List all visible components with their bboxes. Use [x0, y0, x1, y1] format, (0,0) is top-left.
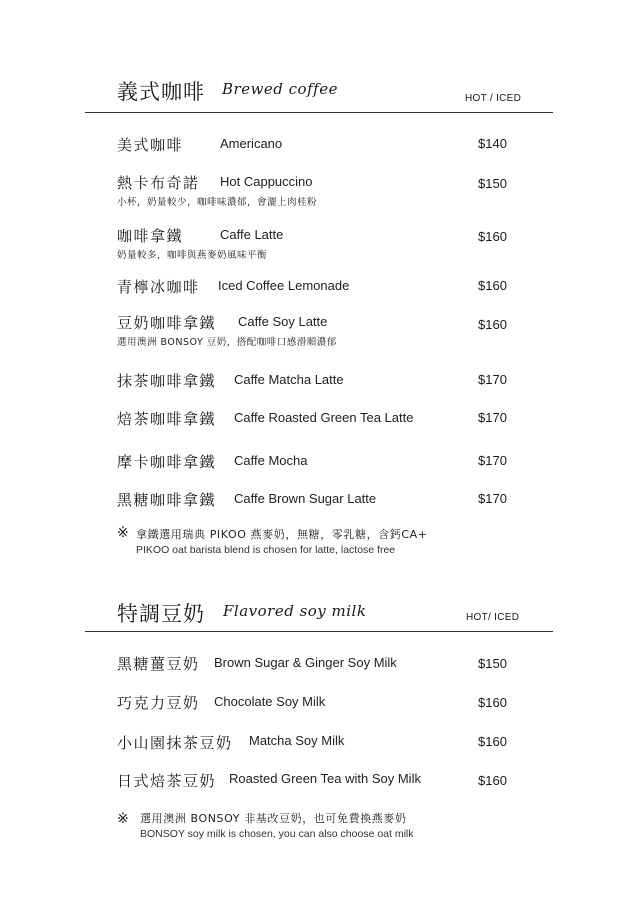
- section-title-coffee-en: Brewed coffee: [222, 80, 338, 98]
- section-divider-soy: [85, 631, 553, 632]
- item-price: $140: [478, 136, 507, 151]
- item-name-zh: 巧克力豆奶: [117, 694, 200, 712]
- item-name-en: Hot Cappuccino: [220, 174, 313, 189]
- item-price: $160: [478, 229, 507, 244]
- item-name-en: Americano: [220, 136, 283, 151]
- item-price: $160: [478, 695, 507, 710]
- item-price: $170: [478, 491, 507, 506]
- note-text-zh: 拿鐵選用瑞典 PIKOO 燕麥奶，無糖，零乳糖，含鈣CA+: [136, 528, 428, 541]
- item-price: $160: [478, 317, 507, 332]
- item-name-en: Brown Sugar & Ginger Soy Milk: [214, 655, 397, 670]
- note-reference-mark: ※: [117, 811, 129, 827]
- item-name-en: Caffe Latte: [220, 227, 284, 242]
- note-text-zh: 選用澳洲 BONSOY 非基改豆奶，也可免費換燕麥奶: [140, 812, 407, 825]
- note-text-en: PIKOO oat barista blend is chosen for latte, lactose free: [136, 544, 396, 556]
- item-price: $160: [478, 773, 507, 788]
- note-text-en: BONSOY soy milk is chosen, you can also choose oat milk: [140, 828, 414, 840]
- item-name-en: Chocolate Soy Milk: [214, 694, 326, 709]
- hot-iced-header-coffee: HOT / ICED: [465, 93, 522, 104]
- item-name-zh: 美式咖啡: [117, 136, 184, 154]
- item-price: $160: [478, 278, 507, 293]
- section-title-soy-zh: 特調豆奶: [117, 602, 205, 626]
- item-name-en: Caffe Matcha Latte: [234, 372, 344, 387]
- item-name-en: Caffe Brown Sugar Latte: [234, 491, 377, 506]
- item-name-en: Caffe Roasted Green Tea Latte: [234, 410, 414, 425]
- item-name-en: Matcha Soy Milk: [249, 733, 345, 748]
- item-name-zh: 日式焙茶豆奶: [117, 772, 217, 790]
- item-name-zh: 黑糖咖啡拿鐵: [117, 491, 217, 509]
- item-description: 奶量較多，咖啡與燕麥奶風味平衡: [117, 250, 268, 261]
- note-reference-mark: ※: [117, 525, 129, 541]
- item-price: $170: [478, 410, 507, 425]
- section-title-coffee-zh: 義式咖啡: [117, 80, 205, 104]
- item-price: $170: [478, 372, 507, 387]
- item-name-en: Caffe Mocha: [234, 453, 308, 468]
- item-name-zh: 熱卡布奇諾: [117, 174, 200, 192]
- item-price: $160: [478, 734, 507, 749]
- item-name-zh: 咖啡拿鐵: [117, 227, 184, 245]
- item-name-zh: 青檸冰咖啡: [117, 278, 200, 296]
- item-name-zh: 抹茶咖啡拿鐵: [117, 372, 217, 390]
- item-name-zh: 摩卡咖啡拿鐵: [117, 453, 217, 471]
- item-name-zh: 豆奶咖啡拿鐵: [117, 314, 217, 332]
- item-price: $150: [478, 176, 507, 191]
- item-description: 選用澳洲 BONSOY 豆奶，搭配咖啡口感滑順濃郁: [117, 337, 337, 348]
- item-name-zh: 黑糖薑豆奶: [117, 655, 200, 673]
- item-price: $170: [478, 453, 507, 468]
- item-price: $150: [478, 656, 507, 671]
- item-name-en: Caffe Soy Latte: [238, 314, 328, 329]
- item-name-zh: 焙茶咖啡拿鐵: [117, 410, 217, 428]
- section-divider-coffee: [85, 112, 553, 113]
- item-name-zh: 小山園抹茶豆奶: [117, 734, 233, 752]
- hot-iced-header-soy: HOT/ ICED: [466, 612, 520, 623]
- item-description: 小杯，奶量較少，咖啡味濃郁，會灑上肉桂粉: [117, 197, 318, 208]
- item-name-en: Iced Coffee Lemonade: [218, 278, 350, 293]
- item-name-en: Roasted Green Tea with Soy Milk: [229, 771, 421, 786]
- section-title-soy-en: Flavored soy milk: [223, 602, 367, 620]
